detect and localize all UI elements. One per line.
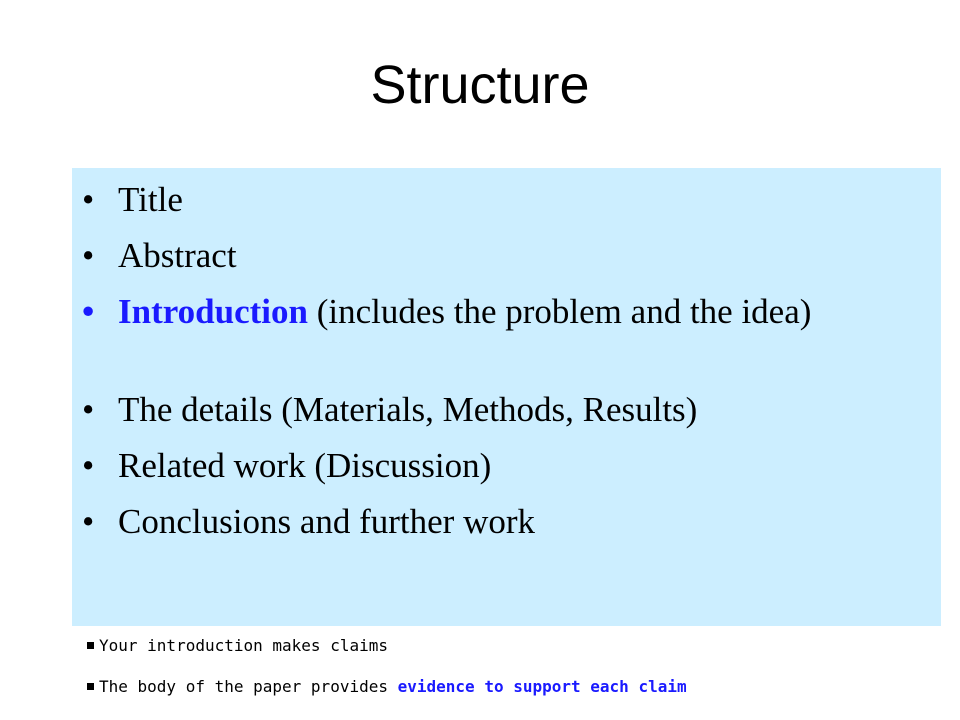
bullet-text-rest: (includes the problem and the idea) — [307, 292, 812, 331]
note-text: Your introduction makes claims — [99, 636, 388, 655]
bullet-icon: • — [82, 236, 95, 275]
bullet-item-introduction — [72, 292, 932, 332]
bullet-text: Abstract — [118, 236, 237, 275]
bullet-item-related-work — [72, 446, 932, 486]
bullet-text: The details (Materials, Methods, Results) — [118, 390, 698, 429]
bullet-highlight: Introduction — [118, 292, 308, 331]
content-box — [72, 168, 941, 626]
bullet-icon: • — [82, 292, 95, 331]
bullet-icon: • — [82, 446, 95, 485]
bullet-item-conclusions — [72, 502, 932, 542]
bullet-text: Title — [118, 180, 183, 219]
bullet-text: Related work (Discussion) — [118, 446, 492, 485]
bullet-icon: • — [82, 502, 95, 541]
note-claims — [87, 636, 947, 655]
note-evidence — [87, 677, 947, 696]
note-highlight: evidence to support each claim — [397, 677, 687, 696]
bullet-item-title — [72, 180, 932, 220]
bullet-icon: • — [82, 180, 95, 219]
slide-title: Structure — [370, 55, 590, 115]
bullet-item-abstract — [72, 236, 932, 276]
bullet-icon: • — [82, 390, 95, 429]
note-text: The body of the paper provides — [99, 677, 398, 696]
bullet-text — [118, 292, 932, 332]
square-bullet-icon — [87, 642, 94, 649]
square-bullet-icon — [87, 683, 94, 690]
bullet-item-details — [72, 390, 932, 430]
bullet-text: Conclusions and further work — [118, 502, 536, 541]
